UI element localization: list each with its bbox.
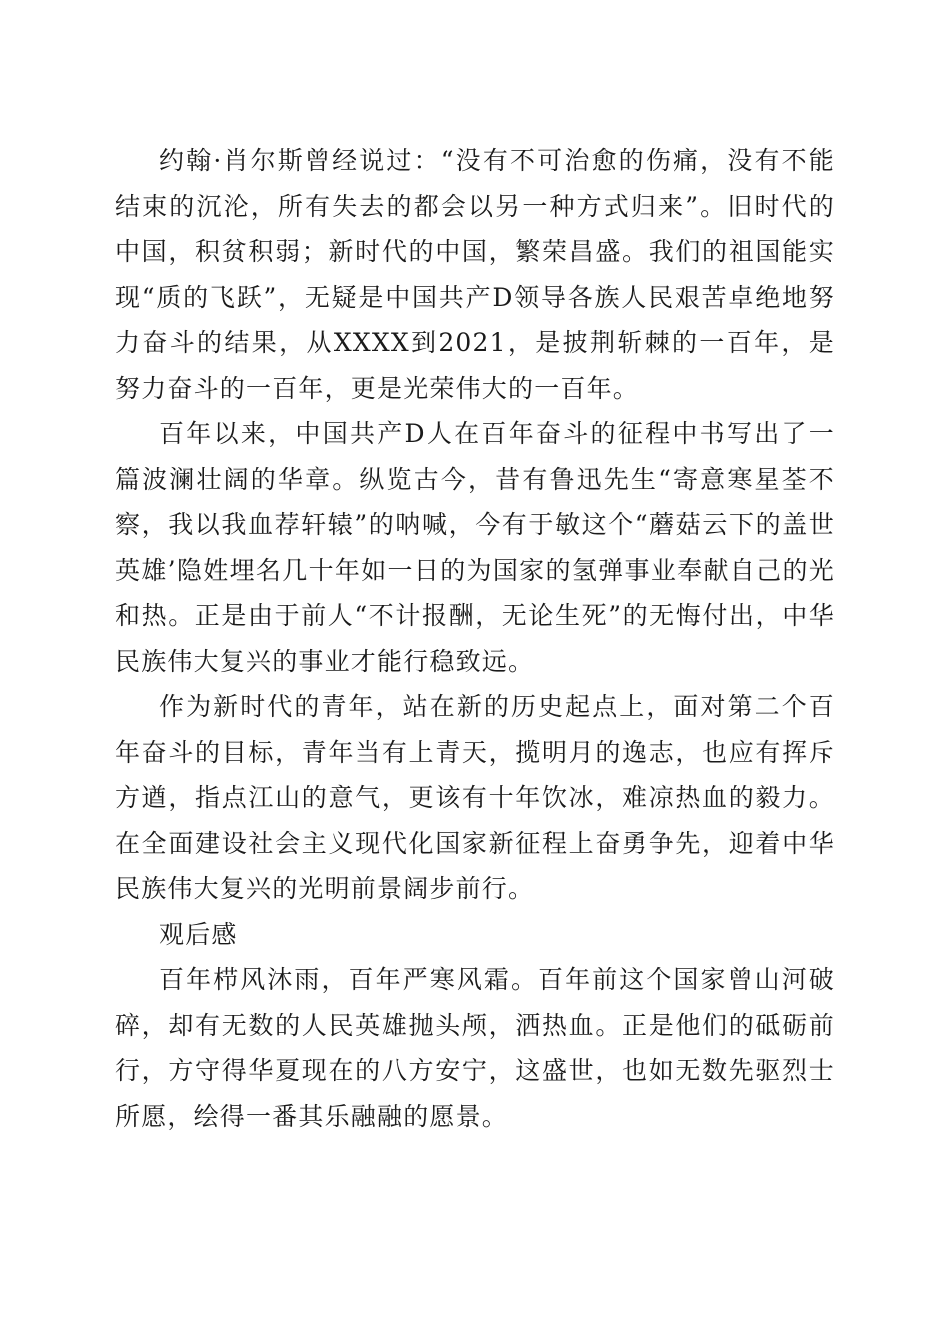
paragraph-3: 作为新时代的青年，站在新的历史起点上，面对第二个百年奋斗的目标，青年当有上青天，揽明月的逸志，也应有挥斥方遒，指点江山的意气，更该有十年饮冰，难凉热血的毅力。在全面建设社会主义现代化国家新征程上奋勇争先，迎着中华民族伟大复兴的光明前景阔步前行。: [115, 692, 835, 903]
document-body: [115, 138, 835, 1139]
paragraph-1: 约翰·肖尔斯曾经说过：“没有不可治愈的伤痛，没有不能结束的沉沦，所有失去的都会以另一种方式归来”。旧时代的中国，积贫积弱；新时代的中国，繁荣昌盛。我们的祖国能实现“质的飞跃”，无疑是中国共产D领导各族人民艰苦卓绝地努力奋斗的结果，从XXXX到2021，是披荆斩棘的一百年，是努力奋斗的一百年，更是光荣伟大的一百年。: [115, 146, 835, 403]
paragraph-2: 百年以来，中国共产D人在百年奋斗的征程中书写出了一篇波澜壮阔的华章。纵览古今，昔有鲁迅先生“寄意寒星荃不察，我以我血荐轩辕”的呐喊，今有于敏这个“蘑菇云下的盖世英雄’隐姓埋名几十年如一日的为国家的氢弹事业奉献自己的光和热。正是由于前人“不计报酬，无论生死”的无悔付出，中华民族伟大复兴的事业才能行稳致远。: [115, 419, 835, 676]
section-heading: 观后感: [159, 919, 238, 949]
closing-paragraph: 百年栉风沐雨，百年严寒风霜。百年前这个国家曾山河破碎，却有无数的人民英雄抛头颅，洒热血。正是他们的砥砺前行，方守得华夏现在的八方安宁，这盛世，也如无数先驱烈士所愿，绘得一番其乐融融的愿景。: [115, 965, 835, 1131]
